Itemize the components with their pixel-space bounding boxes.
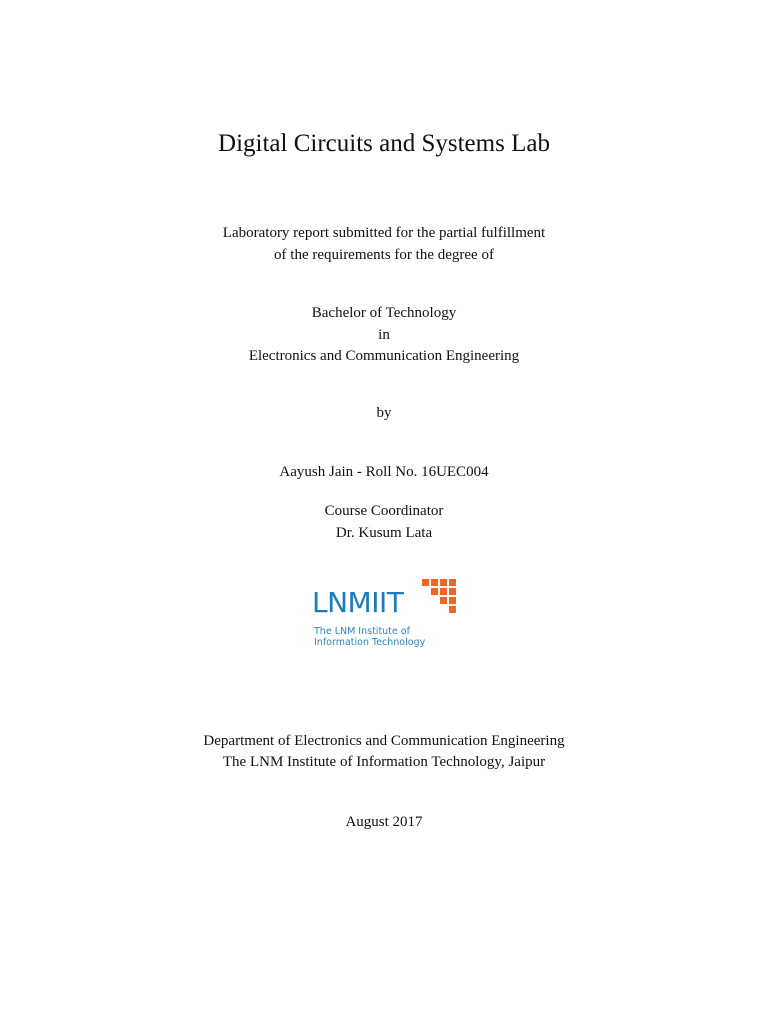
submission-line-1: Laboratory report submitted for the partial fulfillment (222, 225, 546, 241)
degree-name: Bachelor of Technology (311, 305, 457, 321)
by-label: by (376, 405, 392, 421)
logo-tagline-1: The LNM Institute of (314, 626, 410, 637)
report-date: August 2017 (345, 814, 423, 830)
report-title: Digital Circuits and Systems Lab (218, 130, 550, 157)
logo-tagline-2: Information Technology (314, 637, 426, 648)
coordinator-label: Course Coordinator (324, 503, 444, 519)
coordinator-name: Dr. Kusum Lata (335, 525, 433, 541)
logo-grid-icon (422, 579, 456, 613)
author-line: Aayush Jain - Roll No. 16UEC004 (279, 464, 489, 480)
degree-in: in (378, 327, 390, 343)
submission-line-2: of the requirements for the degree of (274, 247, 494, 263)
department-line-2: The LNM Institute of Information Technology, Jaipur (222, 754, 546, 770)
lnmiit-logo (310, 576, 460, 652)
logo-wordmark: LNMIIT (312, 586, 404, 619)
department-line-1: Department of Electronics and Communication Engineering (203, 733, 565, 749)
degree-branch: Electronics and Communication Engineering (248, 348, 520, 364)
